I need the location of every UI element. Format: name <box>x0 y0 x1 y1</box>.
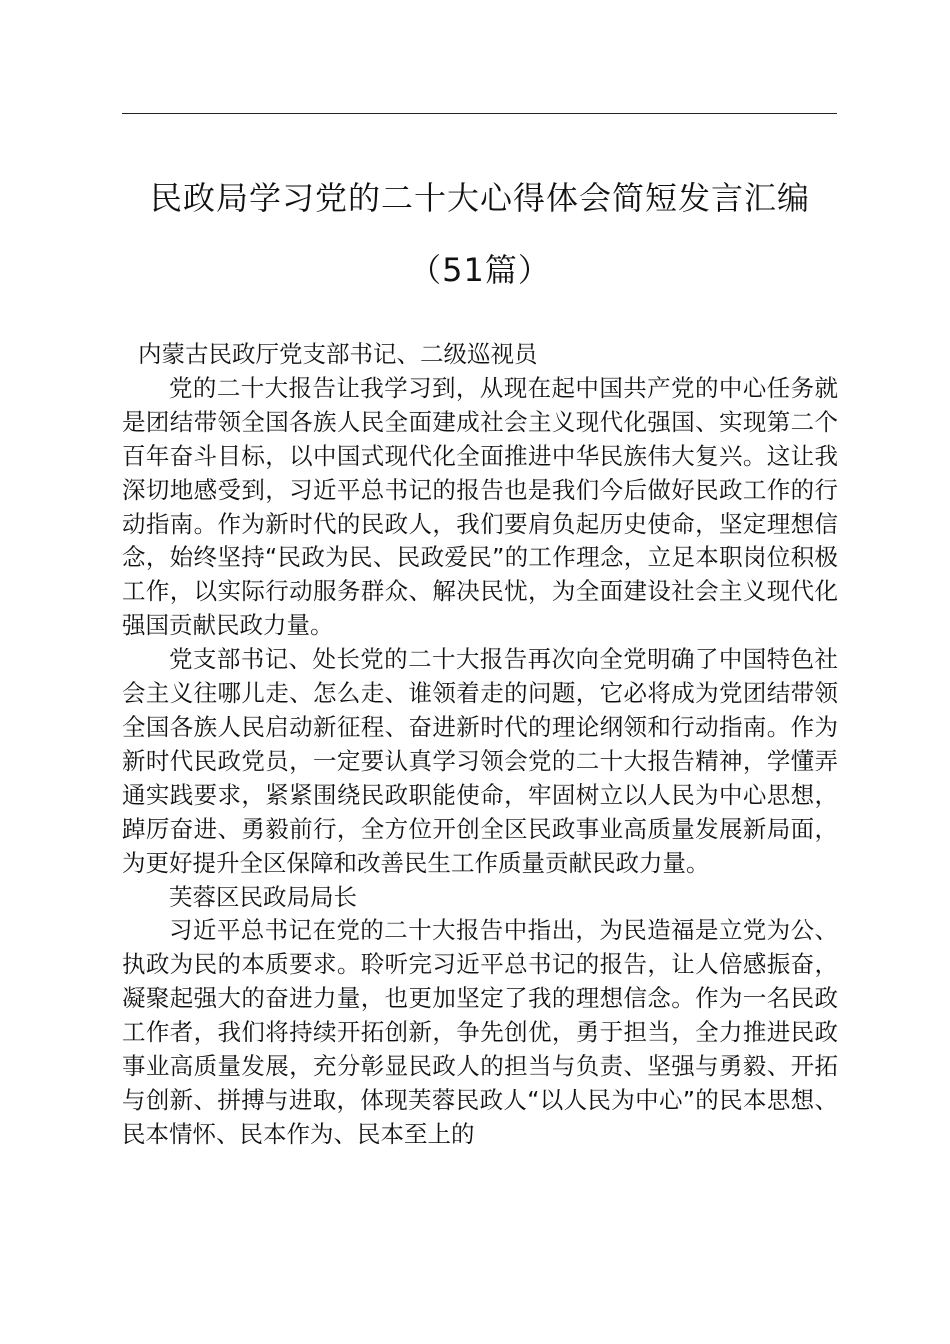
section-paragraph: 习近平总书记在党的二十大报告中指出，为民造福是立党为公、执政为民的本质要求。聆听完习近平总书记的报告，让人倍感振奋，凝聚起强大的奋进力量，也更加坚定了我的理想信念。作为一名民政工作者，我们将持续开拓创新，争先创优，勇于担当，全力推进民政事业高质量发展，充分彰显民政人的担当与负责、坚强与勇毅、开拓与创新、拼搏与进取，体现芙蓉民政人“以人民为中心”的民本思想、民本情怀、民本作为、民本至上的 <box>122 916 838 1148</box>
section-byline: 芙蓉区民政局局长 <box>169 882 357 911</box>
document-title: 民政局学习党的二十大心得体会简短发言汇编 <box>149 179 810 217</box>
section-byline: 内蒙古民政厅党支部书记、二级巡视员 <box>138 340 538 368</box>
document-subtitle-count: （51篇） <box>409 251 551 289</box>
section-paragraph: 党支部书记、处长党的二十大报告再次向全党明确了中国特色社会主义往哪儿走、怎么走、谁领着走的问题，它必将成为党团结带领全国各族人民启动新征程、奋进新时代的理论纲领和行动指南。作为新时代民政党员，一定要认真学习领会党的二十大报告精神，学懂弄通实践要求，紧紧围绕民政职能使命，牢固树立以人民为中心思想，踔厉奋进、勇毅前行，全方位开创全区民政事业高质量发展新局面，为更好提升全区保障和改善民生工作质量贡献民政力量。 <box>122 645 838 877</box>
section-paragraph: 党的二十大报告让我学习到，从现在起中国共产党的中心任务就是团结带领全国各族人民全面建成社会主义现代化强国、实现第二个百年奋斗目标，以中国式现代化全面推进中华民族伟大复兴。这让我深切地感受到，习近平总书记的报告也是我们今后做好民政工作的行动指南。作为新时代的民政人，我们要肩负起历史使命，坚定理想信念，始终坚持“民政为民、民政爱民”的工作理念，立足本职岗位积极工作，以实际行动服务群众、解决民忧，为全面建设社会主义现代化强国贡献民政力量。 <box>122 373 838 640</box>
header-rule <box>122 113 837 114</box>
document-body <box>122 338 838 1152</box>
